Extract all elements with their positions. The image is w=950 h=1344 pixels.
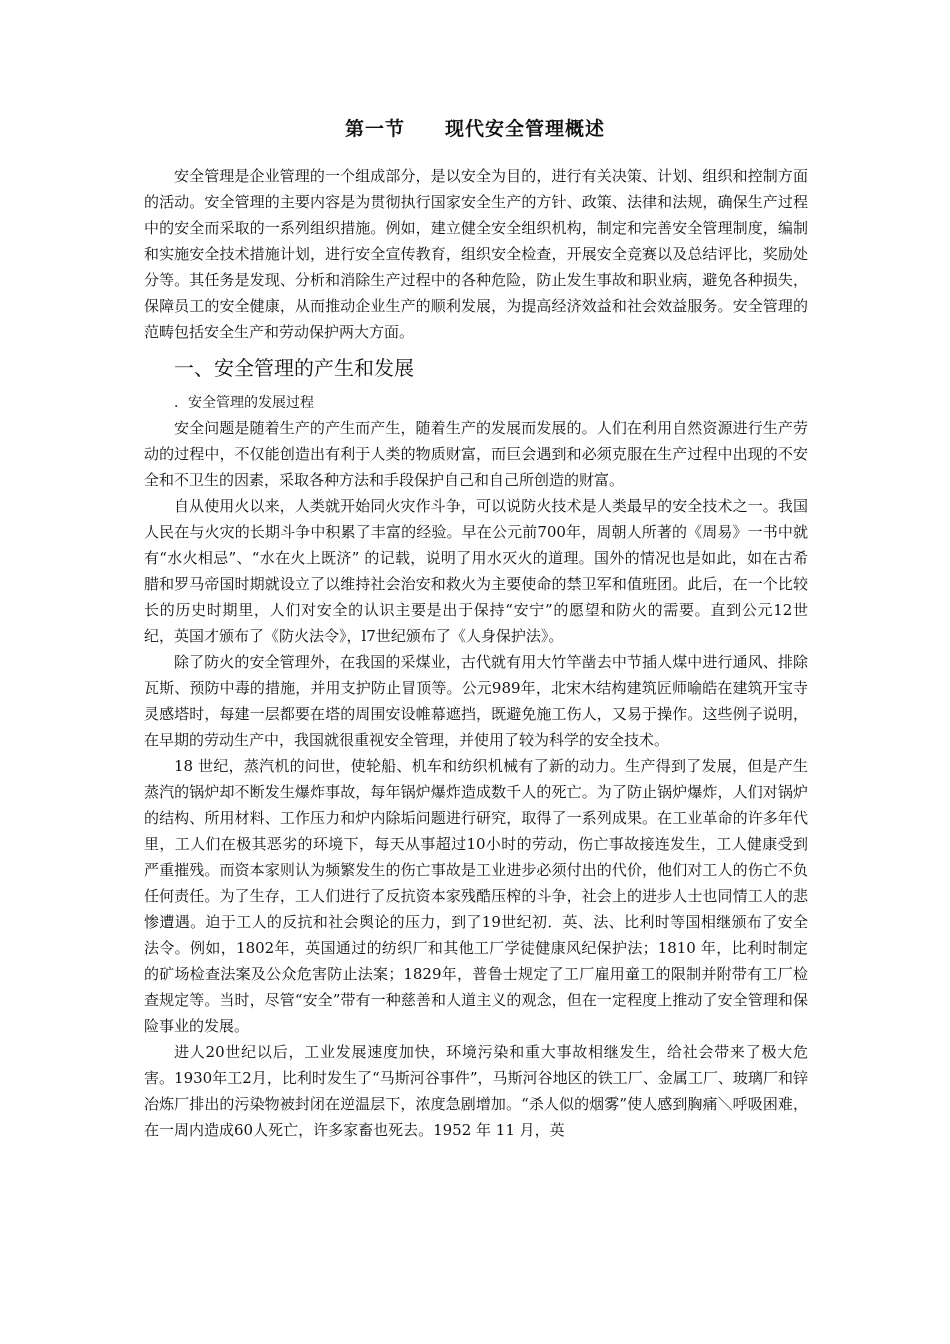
body-paragraph: 18 世纪，蒸汽机的问世，使轮船、机车和纺织机械有了新的动力。生产得到了发展，但是产生蒸汽的锅炉却不断发生爆炸事故，每年锅炉爆炸造成数千人的死亡。为了防止锅炉爆炸，人们对锅炉的结构、所用材料、工作压力和炉内除垢问题进行研究，取得了一系列成果。在工业革命的许多年代里，工人们在极其恶劣的环境下，每天从事超过10小时的劳动，伤亡事故接连发生，工人健康受到严重摧残。而资本家则认为频繁发生的伤亡事故是工业进步必须付出的代价，他们对工人的伤亡不负任何责任。为了生存，工人们进行了反抗资本家残酷压榨的斗争，社会上的进步人士也同情工人的悲惨遭遇。迫于工人的反抗和社会舆论的压力，到了19世纪初．英、法、比利时等国相继颁布了安全法令。例如，1802年，英国通过的纺织厂和其他工厂学徒健康风纪保护法；1810 年，比利时制定的矿场检查法案及公众危害防止法案；1829年，普鲁士规定了工厂雇用童工的限制并附带有工厂检查规定等。当时，尽管“安全”带有一种慈善和人道主义的观念，但在一定程度上推动了安全管理和保险事业的发展。 (144, 757, 808, 1035)
heading-safety-management-origin: 一、安全管理的产生和发展 (174, 356, 414, 380)
body-paragraph: 安全问题是随着生产的产生而产生，随着生产的发展而发展的。人们在利用自然资源进行生产劳动的过程中，不仅能创造出有利于人类的物质财富，而巨会遇到和必须克服在生产过程中出现的不安全和不卫生的因素，采取各种方法和手段保护自己和自己所创造的财富。 (144, 419, 808, 489)
intro-paragraph: 安全管理是企业管理的一个组成部分，是以安全为目的，进行有关决策、计划、组织和控制方面的活动。安全管理的主要内容是为贯彻执行国家安全生产的方针、政策、法律和法规，确保生产过程中的安全而采取的一系列组织措施。例如，建立健全安全组织机构，制定和完善安全管理制度，编制和实施安全技术措施计划，进行安全宣传教育，组织安全检查，开展安全竞赛以及总结评比，奖励处分等。其任务是发现、分析和消除生产过程中的各种危险，防止发生事故和职业病，避免各种损失，保障员工的安全健康，从而推动企业生产的顺利发展，为提高经济效益和社会效益服务。安全管理的范畴包括安全生产和劳动保护两大方面。 (144, 167, 808, 341)
body-paragraph: 进人20世纪以后，工业发展速度加快，环境污染和重大事故相继发生，给社会带来了极大危害。1930年工2月，比利时发生了“马斯河谷事件”，马斯河谷地区的铁工厂、金属工厂、玻璃厂和锌冶炼厂排出的污染物被封闭在逆温层下，浓度急剧增加。“杀人似的烟雾”使人感到胸痛＼呼吸困难，在一周内造成60人死亡，许多家畜也死去。1952 年 11 月，英 (144, 1043, 808, 1139)
document-body (144, 163, 808, 1143)
section-title: 第一节 现代安全管理概述 (344, 118, 605, 140)
body-paragraph: 除了防火的安全管理外，在我国的采煤业，古代就有用大竹竿凿去中节插人煤中进行通风、排除瓦斯、预防中毒的措施，并用支护防止冒顶等。公元989年，北宋木结构建筑匠师喻皓在建筑开宝寺灵感塔时，每建一层都要在塔的周围安设帷幕遮挡，既避免施工伤人，又易于操作。这些例子说明，在早期的劳动生产中，我国就很重视安全管理，并使用了较为科学的安全技术。 (144, 653, 808, 749)
body-paragraph: 自从使用火以来，人类就开始同火灾作斗争，可以说防火技术是人类最早的安全技术之一。我国人民在与火灾的长期斗争中积累了丰富的经验。早在公元前700年，周朝人所著的《周易》一书中就有“水火相忌”、“水在火上既济” 的记载，说明了用水灭火的道理。国外的情况也是如此，如在古希腊和罗马帝国时期就设立了以维持社会治安和救火为主要使命的禁卫军和值班团。此后，在一个比较长的历史时期里，人们对安全的认识主要是出于保持“安宁”的愿望和防火的需要。直到公元12世纪，英国才颁布了《防火法令》，l7世纪颁布了《人身保护法》。 (144, 497, 808, 645)
subheading-development-process: ．安全管理的发展过程 (174, 395, 314, 411)
